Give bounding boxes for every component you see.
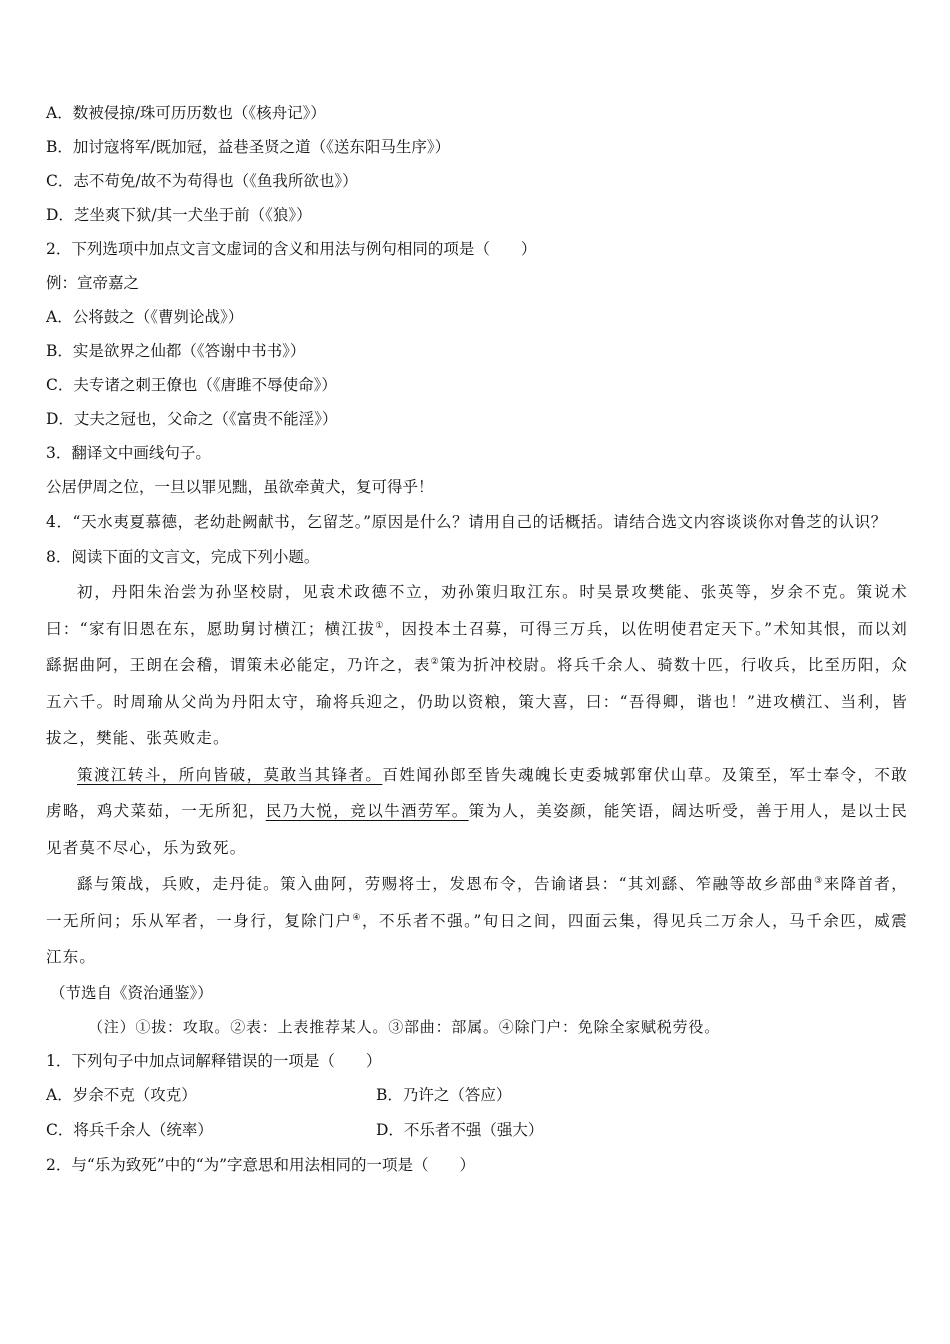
- subquestion-1-options-row-2: [46, 1113, 908, 1148]
- question-8-stem: 8．阅读下面的文言文，完成下列小题。: [46, 548, 320, 566]
- passage-text: 繇与策战，兵败，走丹徒。策入曲阿，劳赐将士，发恩布令，告谕诸县：“其刘繇、笮融等故乡部曲: [77, 875, 815, 893]
- passage-text: 百姓闻孙郎至皆失魂魄长吏委城郭窜伏山草。: [382, 765, 722, 784]
- passage-text: 来降首者，一无所问；乐从军者，一身行，复除门户: [46, 875, 908, 930]
- option-d: D．芝坐爽下狱/其一犬坐于前（《狼》）: [46, 206, 312, 224]
- footnote-marker-1: ①: [375, 620, 385, 631]
- passage-text: 策为折冲校尉。将兵千余人、骑数十匹，行收兵，比至历阳，众五六千。时周瑜从父尚为丹阳太守，瑜将兵迎之，仍助以资粮，策大喜，曰：“吾得卿，谐也！”进攻横江、当利，皆拔之，樊能、张英败走。: [46, 656, 908, 747]
- subquestion-1-option-a: A．岁余不克（攻克）: [46, 1085, 197, 1104]
- passage-text: ，不乐者不强。”旬日之间，四面云集，得见兵二万余人，马千余匹，威震江东。: [46, 911, 908, 966]
- passage-notes: （注）①拔：攻取。②表：上表推荐某人。③部曲：部属。④除门户：免除全家赋税劳役。: [88, 1017, 721, 1036]
- underlined-sentence-1: 策渡江转斗，所向皆破，莫敢当其锋者。: [77, 765, 383, 784]
- question-2-example: 例：宣帝嘉之: [46, 274, 140, 292]
- subquestion-1-stem: 1．下列句子中加点词解释错误的一项是（ ）: [46, 1051, 382, 1070]
- option-c: C．志不苟免/故不为苟得也（《鱼我所欲也》）: [46, 172, 358, 190]
- passage-text: ，因投本土召募，可得三万兵，以佐明使君定天下。”术知其恨，而以刘繇据曲阿，王朗在会稽，谓策未必能定，乃许之，表: [46, 619, 908, 674]
- footnote-marker-4: ④: [352, 912, 362, 923]
- passage-text: 策为人，美姿颜，能笑语，阔达听受，善于用人，是以士民见者莫不尽心，乐为致死。: [46, 802, 908, 857]
- question-2-option-a: A．公将鼓之（《曹刿论战》）: [46, 308, 244, 326]
- option-a: A．数被侵掠/珠可历历数也（《核舟记》）: [46, 104, 326, 122]
- question-4-stem: 4．“天水夷夏慕德，老幼赴阙献书，乞留芝。”原因是什么？请用自己的话概括。请结合选文内容谈谈你对鲁芝的认识？: [46, 513, 887, 531]
- footnote-marker-2: ②: [430, 656, 440, 667]
- subquestion-2-stem: 2．与“乐为致死”中的“为”字意思和用法相同的一项是（ ）: [46, 1155, 476, 1174]
- underlined-sentence-2: 民乃大悦，竞以牛酒劳军。: [265, 802, 469, 820]
- subquestion-1-option-b: B．乃许之（答应）: [376, 1085, 512, 1104]
- passage-paragraph-1: [46, 574, 908, 757]
- question-2-option-b: B．实是欲界之仙都（《答谢中书书》）: [46, 342, 306, 360]
- subquestion-1-option-d: D．不乐者不强（强大）: [376, 1120, 544, 1139]
- document-page: [46, 96, 908, 1182]
- passage-paragraph-3: [46, 866, 908, 976]
- passage-text: 初，丹阳朱治尝为孙坚校尉，见袁术政德不立，劝孙策归取江东。时吴景攻樊能、张英等，岁余不克。策说术曰：“家有旧恩在东，愿助舅讨横江；横江拔: [46, 583, 908, 638]
- question-2-option-d: D．丈夫之冠也，父命之（《富贵不能淫》）: [46, 410, 338, 428]
- option-b: B．加讨寇将军/既加冠，益巷圣贤之道（《送东阳马生序》）: [46, 138, 451, 156]
- passage-source: （节选自《资治通鉴》）: [50, 983, 213, 1002]
- question-2-option-c: C．夫专诸之刺王僚也（《唐雎不辱使命》）: [46, 376, 337, 394]
- passage-text: 及策至，军士奉令，不敢虏略，鸡犬菜茹，一无所犯，: [46, 765, 908, 820]
- question-2-stem: 2．下列选项中加点文言文虚词的含义和用法与例句相同的项是（ ）: [46, 240, 537, 258]
- question-3-sentence: 公居伊周之位，一旦以罪见黜，虽欲牵黄犬，复可得乎！: [46, 478, 434, 496]
- subquestion-1-options-row-1: [46, 1078, 908, 1113]
- subquestion-1-option-c: C．将兵千余人（统率）: [46, 1120, 213, 1139]
- footnote-marker-3: ③: [814, 875, 824, 886]
- passage-paragraph-2: [46, 757, 908, 867]
- question-3-stem: 3．翻译文中画线句子。: [46, 444, 211, 462]
